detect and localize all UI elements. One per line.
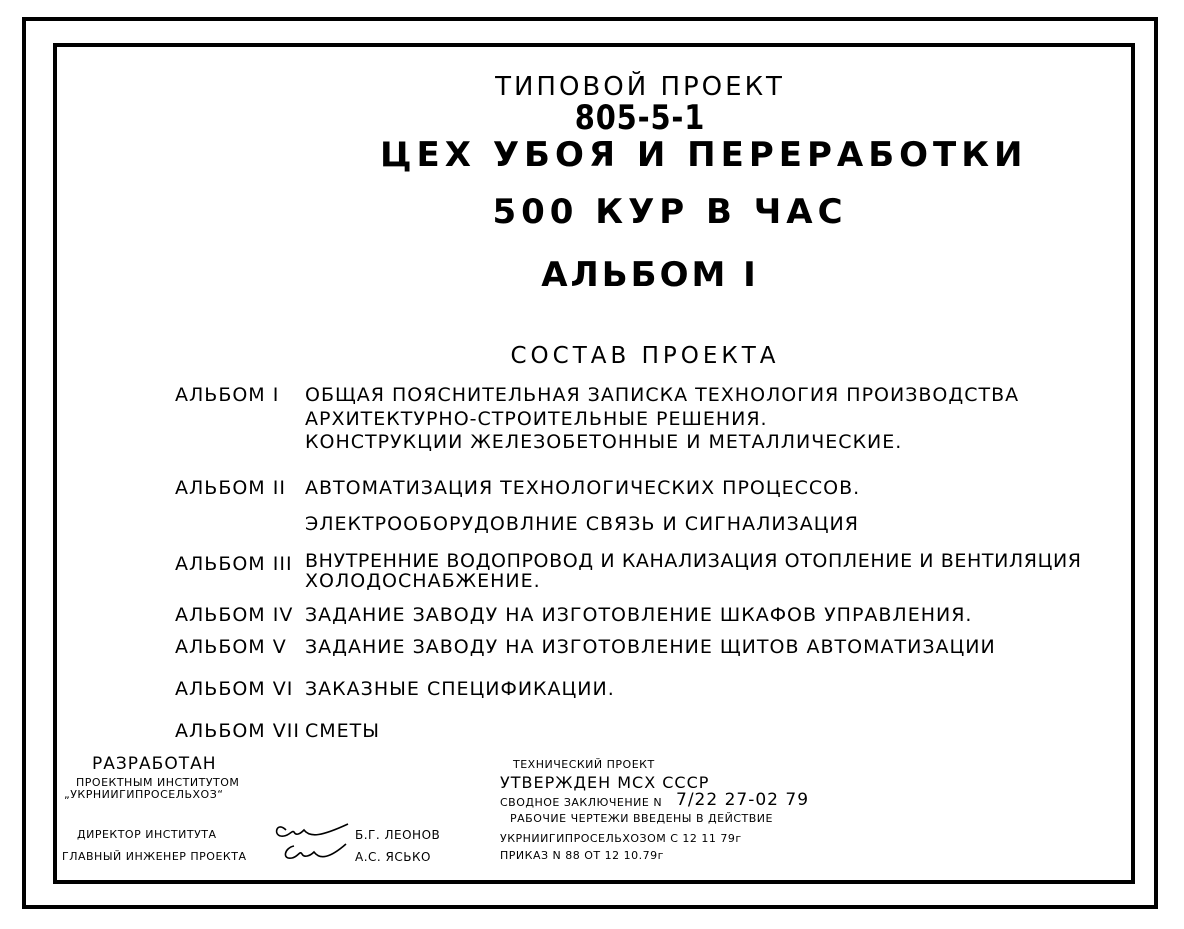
album-label: АЛЬБОМ VI [175, 678, 294, 700]
album-label: АЛЬБОМ IV [175, 604, 294, 626]
director-label: ДИРЕКТОР ИНСТИТУТА [77, 828, 217, 841]
project-type-title: ТИПОВОЙ ПРОЕКТ [495, 72, 785, 102]
contents-title: СОСТАВ ПРОЕКТА [510, 343, 780, 369]
album-description-line: ВНУТРЕННИЕ ВОДОПРОВОД И КАНАЛИЗАЦИЯ ОТОПЛЕНИЕ И ВЕНТИЛЯЦИЯ [305, 550, 1082, 572]
album-label: АЛЬБОМ I [175, 384, 280, 406]
engineer-signature [280, 838, 350, 874]
developer-title: РАЗРАБОТАН [92, 754, 217, 774]
album-label: АЛЬБОМ VII [175, 720, 300, 742]
album-description-line: ЗАДАНИЕ ЗАВОДУ НА ИЗГОТОВЛЕНИЕ ШКАФОВ УПРАВЛЕНИЯ. [305, 604, 973, 626]
approval-line1: ТЕХНИЧЕСКИЙ ПРОЕКТ [513, 758, 655, 771]
album-description-line: ЗАДАНИЕ ЗАВОДУ НА ИЗГОТОВЛЕНИЕ ЩИТОВ АВТОМАТИЗАЦИИ [305, 636, 996, 658]
engineer-name: А.С. ЯСЬКО [355, 850, 431, 864]
album-description-line: ОБЩАЯ ПОЯСНИТЕЛЬНАЯ ЗАПИСКА ТЕХНОЛОГИЯ ПРОИЗВОДСТВА [305, 384, 1020, 406]
developer-line1: ПРОЕКТНЫМ ИНСТИТУТОМ [76, 776, 240, 789]
album-description-line: АВТОМАТИЗАЦИЯ ТЕХНОЛОГИЧЕСКИХ ПРОЦЕССОВ. [305, 477, 861, 499]
approval-line3-label: СВОДНОЕ ЗАКЛЮЧЕНИЕ N [500, 796, 663, 809]
approval-line4: РАБОЧИЕ ЧЕРТЕЖИ ВВЕДЕНЫ В ДЕЙСТВИЕ [510, 812, 773, 825]
album-title: АЛЬБОМ I [541, 255, 759, 295]
director-name: Б.Г. ЛЕОНОВ [355, 828, 441, 842]
project-heading: ЦЕХ УБОЯ И ПЕРЕРАБОТКИ [380, 135, 1028, 175]
project-number: 805-5-1 [574, 98, 706, 138]
approval-line2: УТВЕРЖДЕН МСХ СССР [500, 773, 710, 792]
album-label: АЛЬБОМ II [175, 477, 286, 499]
album-description-line: ХОЛОДОСНАБЖЕНИЕ. [305, 570, 541, 592]
approval-line5: УКРНИИГИПРОСЕЛЬХОЗОМ С 12 11 79г [500, 832, 742, 845]
album-label: АЛЬБОМ III [175, 553, 293, 575]
album-description-line: АРХИТЕКТУРНО-СТРОИТЕЛЬНЫЕ РЕШЕНИЯ. [305, 408, 768, 430]
developer-line2: „УКРНИИГИПРОСЕЛЬХОЗ“ [64, 788, 224, 801]
project-subheading: 500 КУР В ЧАС [492, 192, 848, 232]
approval-line6: ПРИКАЗ N 88 ОТ 12 10.79г [500, 849, 664, 862]
album-description-line: КОНСТРУКЦИИ ЖЕЛЕЗОБЕТОННЫЕ И МЕТАЛЛИЧЕСКИЕ. [305, 431, 903, 453]
album-description-line: ЗАКАЗНЫЕ СПЕЦИФИКАЦИИ. [305, 678, 615, 700]
approval-line3-value: 7/22 27-02 79 [676, 790, 810, 810]
album-label: АЛЬБОМ V [175, 636, 287, 658]
engineer-label: ГЛАВНЫЙ ИНЖЕНЕР ПРОЕКТА [62, 850, 247, 863]
album-description-line: СМЕТЫ [305, 720, 381, 742]
album-description-line: ЭЛЕКТРООБОРУДОВЛНИЕ СВЯЗЬ И СИГНАЛИЗАЦИЯ [305, 513, 859, 535]
